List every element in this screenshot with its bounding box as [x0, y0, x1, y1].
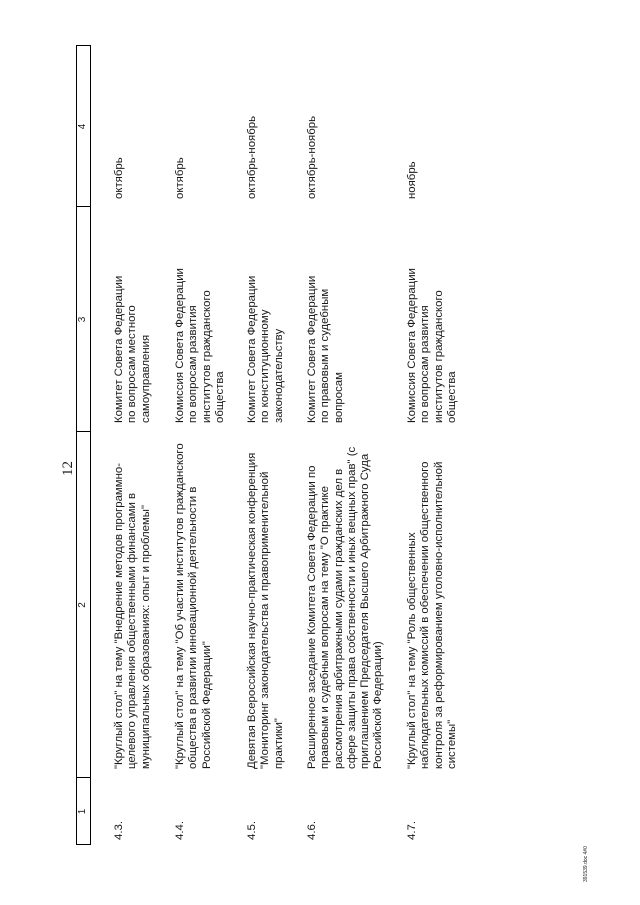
event-date: октябрь	[174, 157, 186, 199]
event-title: Расширенное заседание Комитета Совета Федерации по правовым и судебным вопросам на тему "О практике рассмотрения арбитражными судами гражданских дел в сфере защиты права собственности и иных вещных прав" (с приглашением Председателя Высшего Арбитражного Суда Российской Федерации)	[306, 446, 385, 769]
organizer: Комитет Совета Федерации по конституционному законодательству	[246, 275, 285, 423]
page-number: 12	[60, 461, 76, 476]
event-date: октябрь	[113, 157, 125, 199]
organizer: Комиссия Совета Федерации по вопросам развития институтов гражданского общества	[406, 268, 458, 423]
organizer: Комитет Совета Федерации по правовым и судебным вопросам	[306, 275, 345, 423]
organizer: Комитет Совета Федерации по вопросам местного самоуправления	[113, 275, 152, 423]
column-number-4: 4	[77, 123, 88, 130]
item-number: 4.7.	[406, 821, 418, 840]
event-title: "Круглый стол" на тему "Внедрение методов программно-целевого управления общественными финансами в муниципальных образованиях: опыт и проблемы"	[113, 463, 152, 769]
column-number-2: 2	[77, 602, 88, 608]
item-number: 4.5.	[246, 821, 258, 840]
event-title: Девятая Всероссийская научно-практическая конференция "Мониторинг законодательства и правоприменительной практики"	[246, 452, 285, 769]
events-table	[76, 45, 600, 845]
event-title: "Круглый стол" на тему "Роль общественных наблюдательных комиссий в обеспечении общественного контроля за реформированием уголовно-исполнительной системы"	[406, 461, 458, 769]
column-number-3: 3	[77, 316, 88, 323]
item-number: 4.4.	[174, 821, 186, 840]
item-number: 4.6.	[306, 821, 318, 840]
event-date: октябрь-ноябрь	[306, 115, 318, 199]
organizer: Комиссия Совета Федерации по вопросам развития институтов гражданского общества	[174, 268, 226, 423]
footer-file-code: 391539.doc 4#0	[583, 846, 589, 882]
header-bottom-border	[90, 45, 91, 845]
item-number: 4.3.	[113, 821, 125, 840]
event-date: ноябрь	[406, 161, 418, 199]
column-number-1: 1	[77, 808, 88, 815]
event-title: "Круглый стол" на тему "Об участии институтов гражданского общества в развитии инновационной деятельности в Российской Федерации"	[174, 443, 213, 769]
event-date: октябрь-ноябрь	[246, 115, 258, 199]
